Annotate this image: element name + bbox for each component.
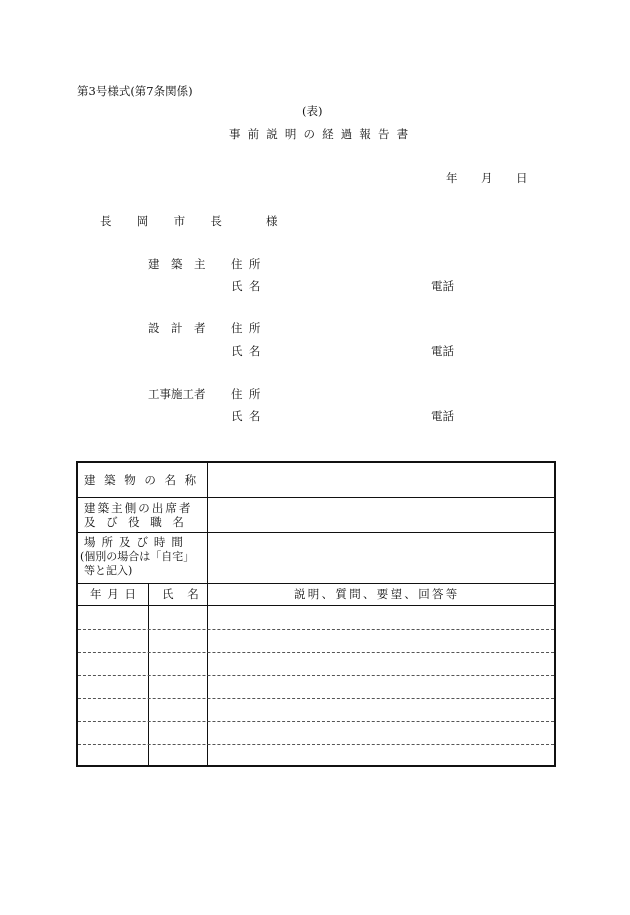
row-divider (78, 532, 554, 533)
place-label-line2: (個別の場合は「自宅」 (80, 550, 195, 563)
address-label: 住所 (231, 257, 267, 271)
entry-line (78, 652, 554, 653)
addressee-city: 長岡市長 (100, 214, 248, 228)
place-label-line3: 等と記入) (84, 564, 133, 577)
attendees-value[interactable] (212, 503, 552, 527)
address-label: 住所 (231, 321, 267, 335)
page-title: 事前説明の経過報告書 (229, 127, 416, 141)
name-label: 氏名 (231, 409, 267, 423)
date-year: 年 (446, 171, 458, 185)
name-label: 氏名 (231, 344, 267, 358)
addressee-honorific: 様 (266, 214, 278, 228)
form-id: 第3号様式(第7条関係) (77, 84, 193, 98)
party-role-designer: 設計者 (148, 321, 217, 335)
party-role-contractor: 工事施工者 (148, 387, 206, 401)
date-day: 日 (516, 171, 528, 185)
building-name-label: 建築物の名称 (84, 473, 205, 487)
place-label-line1: 場所及び時間 (84, 535, 189, 549)
phone-label: 電話 (431, 344, 454, 358)
column-header-date: 年月日 (90, 587, 142, 601)
place-value[interactable] (212, 537, 552, 577)
side-label: (表) (302, 104, 323, 118)
building-name-value[interactable] (212, 475, 552, 489)
column-header-details: 説明、質問、要望、回答等 (294, 587, 460, 601)
phone-label: 電話 (431, 279, 454, 293)
column-header-name: 氏名 (162, 587, 213, 601)
address-label: 住所 (231, 387, 267, 401)
date-month: 月 (481, 171, 493, 185)
report-table (76, 461, 556, 767)
entry-line (78, 744, 554, 745)
party-role-owner: 建築主 (148, 257, 217, 271)
row-divider (78, 497, 554, 498)
entry-line (78, 629, 554, 630)
row-divider (78, 605, 554, 606)
name-label: 氏名 (231, 279, 267, 293)
phone-label: 電話 (431, 409, 454, 423)
attendees-label-line1: 建築主側の出席者 (84, 501, 193, 515)
entry-line (78, 721, 554, 722)
entry-line (78, 698, 554, 699)
attendees-label-line2: 及び役職名 (84, 515, 195, 529)
row-divider (78, 583, 554, 584)
entry-line (78, 675, 554, 676)
